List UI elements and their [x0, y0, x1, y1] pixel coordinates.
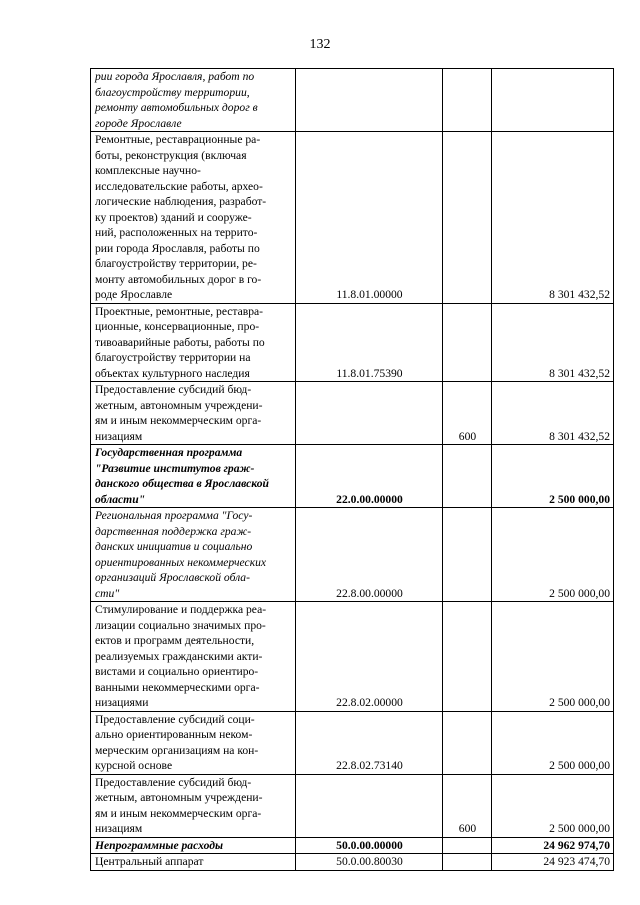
- cell-sum: [492, 69, 614, 132]
- cell-sum: 8 301 432,52: [492, 382, 614, 445]
- cell-name: Государственная программа "Развитие институтов граж- данского общества в Ярославской области": [91, 445, 296, 508]
- table-row: [91, 774, 614, 837]
- cell-expense-type: [443, 854, 492, 871]
- cell-sum: 24 962 974,70: [492, 837, 614, 854]
- cell-expense-type: [443, 602, 492, 712]
- cell-name: рии города Ярославля, работ по благоустройству территории, ремонту автомобильных дорог в городе Ярославле: [91, 69, 296, 132]
- cell-code: [296, 69, 443, 132]
- cell-sum: 8 301 432,52: [492, 303, 614, 382]
- table-row: [91, 303, 614, 382]
- cell-name: Стимулирование и поддержка реа- лизации социально значимых про- ектов и программ деятельности, реализуемых гражданскими акти- вистами и социально ориентиро- ванными некоммерческими орга- низациями: [91, 602, 296, 712]
- table-row: [91, 132, 614, 304]
- cell-code: 11.8.01.00000: [296, 132, 443, 304]
- cell-code: [296, 382, 443, 445]
- cell-name: Центральный аппарат: [91, 854, 296, 871]
- cell-name: Региональная программа "Госу- дарственная поддержка граж- данских инициатив и социально ориентированных некоммерческих организаций Ярославской обла- сти": [91, 508, 296, 602]
- cell-expense-type: [443, 508, 492, 602]
- cell-name: Проектные, ремонтные, реставра- ционные, консервационные, про- тивоаварийные работы, работы по благоустройству территории на объектах культурного наследия: [91, 303, 296, 382]
- cell-code: 50.0.00.00000: [296, 837, 443, 854]
- cell-sum: 24 923 474,70: [492, 854, 614, 871]
- cell-code: 50.0.00.80030: [296, 854, 443, 871]
- table-row: [91, 508, 614, 602]
- cell-sum: 2 500 000,00: [492, 445, 614, 508]
- cell-name: Предоставление субсидий соци- ально ориентированным неком- мерческим организациям на кон- курсной основе: [91, 711, 296, 774]
- cell-sum: 2 500 000,00: [492, 774, 614, 837]
- cell-expense-type: [443, 445, 492, 508]
- cell-name: Предоставление субсидий бюд- жетным, автономным учреждени- ям и иным некоммерческим орга- низациям: [91, 382, 296, 445]
- cell-code: 22.0.00.00000: [296, 445, 443, 508]
- table-row: [91, 445, 614, 508]
- cell-expense-type: [443, 837, 492, 854]
- table-row: [91, 837, 614, 854]
- page-number: 132: [309, 37, 331, 52]
- cell-name: Ремонтные, реставрационные ра- боты, реконструкция (включая комплексные научно- исследовательские работы, архео- логические наблюдения, разработ- ку проектов) зданий и сооруже- ний, расположенных на террито- рии города Ярославля, работы по благоустройству территории, ре- монту автомобильных дорог в го- роде Ярославле: [91, 132, 296, 304]
- table-row: [91, 602, 614, 712]
- cell-code: 11.8.01.75390: [296, 303, 443, 382]
- cell-sum: 2 500 000,00: [492, 602, 614, 712]
- budget-table: [90, 68, 614, 871]
- cell-name: Непрограммные расходы: [91, 837, 296, 854]
- cell-name: Предоставление субсидий бюд- жетным, автономным учреждени- ям и иным некоммерческим орга- низациям: [91, 774, 296, 837]
- cell-expense-type: [443, 711, 492, 774]
- cell-code: 22.8.00.00000: [296, 508, 443, 602]
- budget-table-body: [91, 69, 614, 871]
- cell-expense-type: [443, 132, 492, 304]
- cell-expense-type: 600: [443, 774, 492, 837]
- table-row: [91, 382, 614, 445]
- table-row: [91, 69, 614, 132]
- table-row: [91, 711, 614, 774]
- cell-expense-type: [443, 303, 492, 382]
- cell-sum: 2 500 000,00: [492, 508, 614, 602]
- cell-sum: 2 500 000,00: [492, 711, 614, 774]
- cell-code: 22.8.02.73140: [296, 711, 443, 774]
- cell-code: [296, 774, 443, 837]
- cell-code: 22.8.02.00000: [296, 602, 443, 712]
- cell-expense-type: 600: [443, 382, 492, 445]
- cell-expense-type: [443, 69, 492, 132]
- cell-sum: 8 301 432,52: [492, 132, 614, 304]
- table-row: [91, 854, 614, 871]
